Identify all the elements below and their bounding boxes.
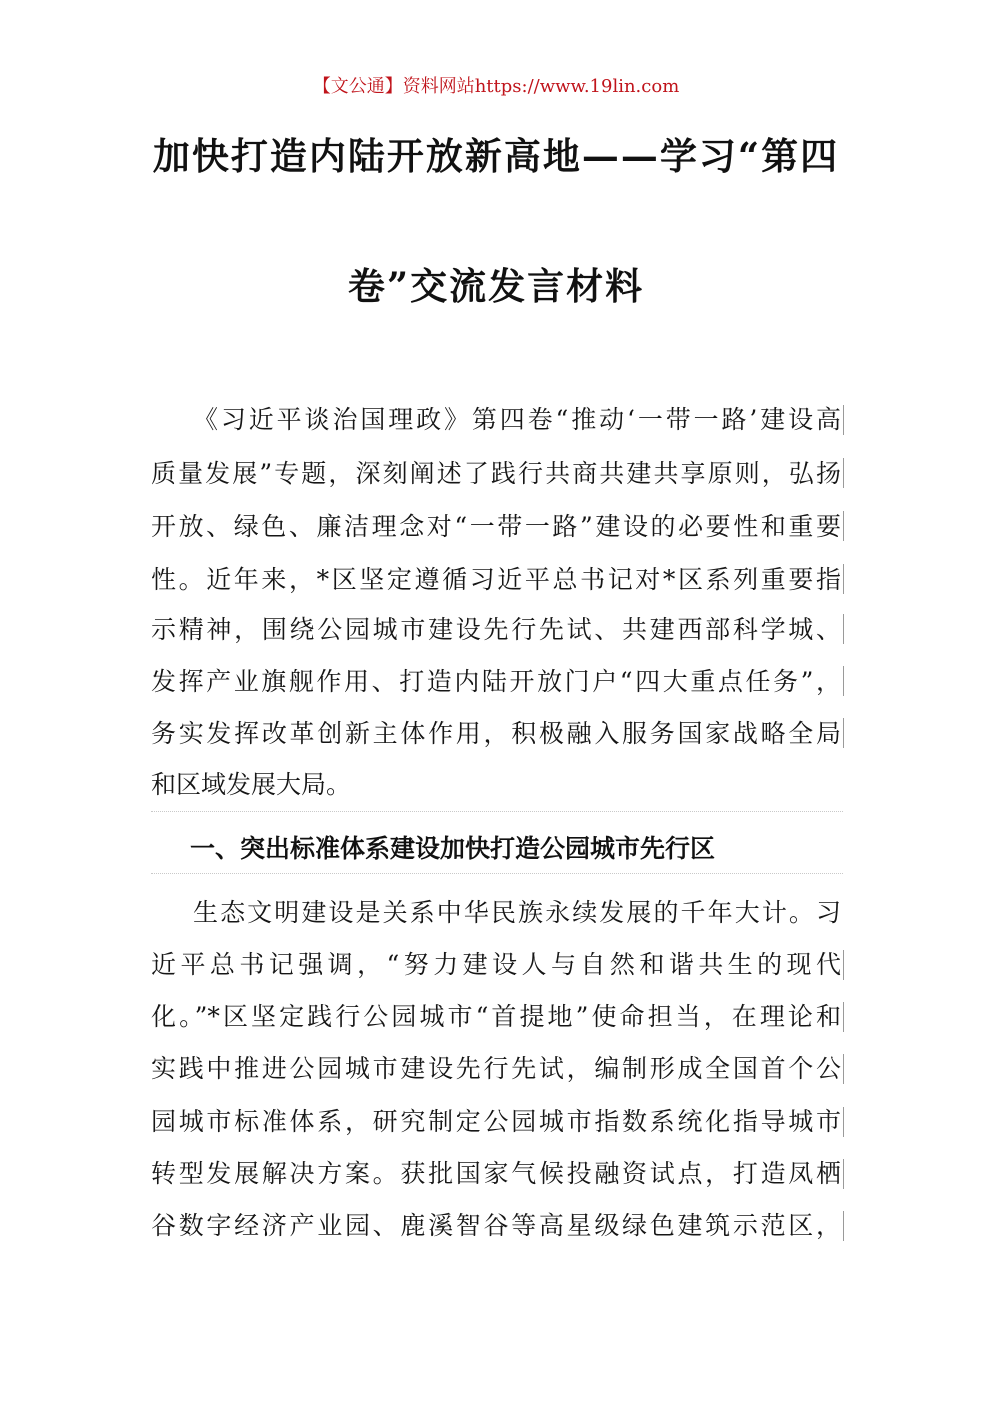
section-1-heading: 一、突出标准体系建设加快打造公园城市先行区: [190, 834, 716, 863]
document-title-line-2: 卷”交流发言材料: [347, 264, 645, 308]
margin-rule: [843, 564, 844, 594]
document-title-line-1: 加快打造内陆开放新高地——学习“第四: [152, 134, 840, 178]
paragraph-1-line: 发挥产业旗舰作用、打造内陆开放门户“四大重点任务”，: [151, 667, 841, 696]
margin-rule: [843, 1107, 844, 1137]
margin-rule: [843, 1211, 844, 1241]
paragraph-1-line: 性。近年来，*区坚定遵循习近平总书记对*区系列重要指: [151, 565, 841, 594]
margin-rule: [843, 458, 844, 488]
margin-rule: [843, 614, 844, 644]
paragraph-2-line: 近平总书记强调，“努力建设人与自然和谐共生的现代: [151, 950, 841, 979]
paragraph-2-line: 生态文明建设是关系中华民族永续发展的千年大计。习: [193, 898, 841, 927]
paragraph-2-line: 园城市标准体系，研究制定公园城市指数系统化指导城市: [151, 1107, 841, 1136]
paragraph-1-line: 务实发挥改革创新主体作用，积极融入服务国家战略全局: [151, 719, 841, 748]
section-divider: [151, 811, 843, 812]
paragraph-1-line: 质量发展”专题，深刻阐述了践行共商共建共享原则，弘扬: [151, 459, 841, 488]
margin-rule: [843, 718, 844, 748]
paragraph-2-line: 转型发展解决方案。获批国家气候投融资试点，打造凤栖: [151, 1159, 841, 1188]
paragraph-2-line: 谷数字经济产业园、鹿溪智谷等高星级绿色建筑示范区，: [151, 1211, 841, 1240]
margin-rule: [843, 405, 844, 435]
paragraph-2-line: 化。”*区坚定践行公园城市“首提地”使命担当，在理论和: [151, 1002, 841, 1031]
margin-rule: [843, 950, 844, 980]
margin-rule: [843, 511, 844, 541]
paragraph-1-line: 《习近平谈治国理政》第四卷“推动‘一带一路’建设高: [193, 405, 841, 434]
margin-rule: [843, 666, 844, 696]
section-divider: [151, 873, 843, 874]
paragraph-2-line: 实践中推进公园城市建设先行先试，编制形成全国首个公: [151, 1054, 841, 1083]
paragraph-1-line: 和区域发展大局。: [151, 770, 352, 799]
watermark-header: 【文公通】资料网站https://www.19lin.com: [312, 76, 680, 97]
paragraph-1-line: 示精神，围绕公园城市建设先行先试、共建西部科学城、: [151, 615, 841, 644]
paragraph-1-line: 开放、绿色、廉洁理念对“一带一路”建设的必要性和重要: [151, 512, 841, 541]
margin-rule: [843, 1002, 844, 1032]
margin-rule: [843, 1054, 844, 1084]
margin-rule: [843, 1159, 844, 1189]
